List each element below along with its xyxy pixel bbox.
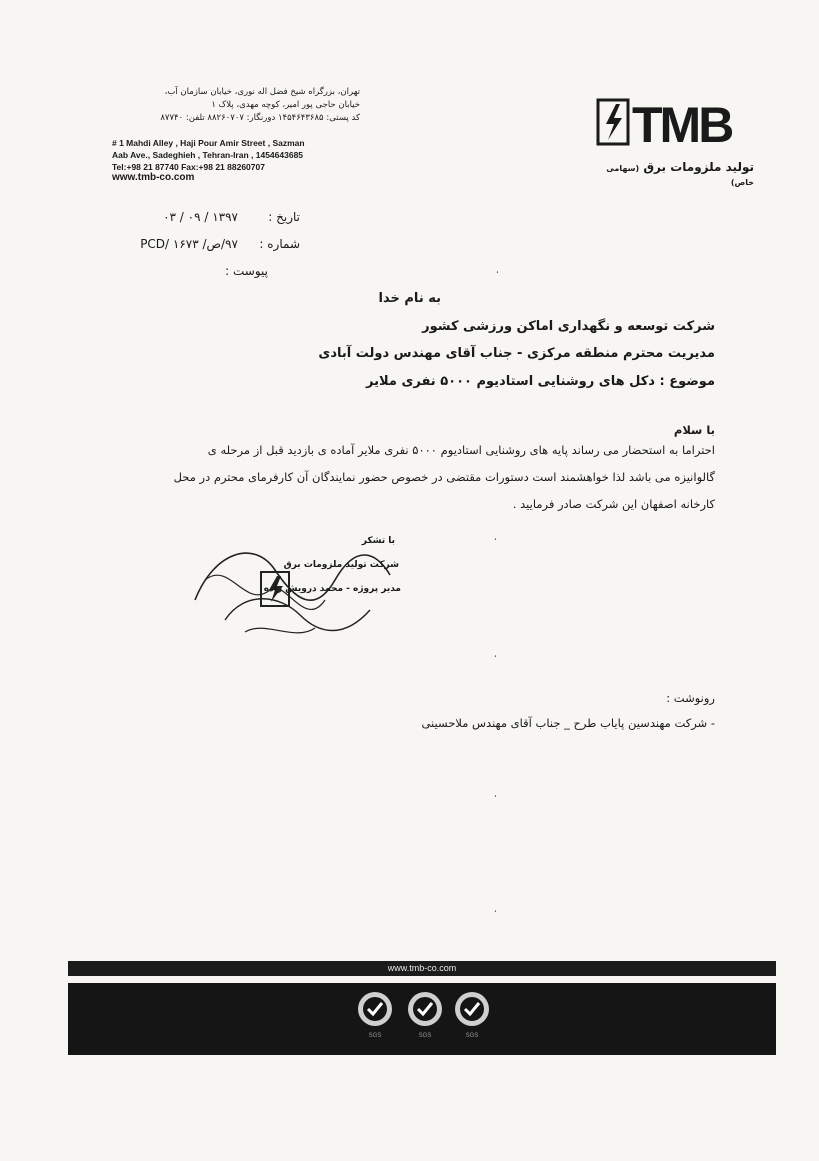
- greeting: با سلام: [673, 423, 715, 437]
- date-row: [100, 210, 300, 228]
- company-logo: [596, 96, 750, 148]
- address-line: کد پستی: ۱۴۵۴۶۴۳۶۸۵ دورنگار: ۸۸۲۶۰۷۰۷ تلفن: ۸۷۷۴۰: [160, 113, 360, 123]
- scan-mark: ،: [494, 905, 497, 914]
- attachment-label: پیوست :: [225, 264, 268, 278]
- company-website[interactable]: www.tmb-co.com: [112, 172, 195, 183]
- address-line: Tel:+98 21 87740 Fax:+98 21 88260707: [112, 162, 265, 172]
- attachment-row: [68, 264, 268, 282]
- address-line: Aab Ave., Sadeghieh , Tehran-Iran , 1454643685: [112, 150, 304, 160]
- certification-badge: [405, 989, 445, 1037]
- company-address-persian: [120, 86, 360, 125]
- scan-mark: ،: [494, 790, 497, 799]
- body-line: احتراما به استحضار می رساند پایه های روشنایی استادیوم ۵۰۰۰ نفری ملایر آماده ی بازدید قبل از مرحله ی: [207, 443, 715, 457]
- date-value: ۱۳۹۷ / ۰۹ / ۰۳: [163, 210, 238, 224]
- cc-label: رونوشت :: [666, 691, 715, 705]
- footer-website[interactable]: www.tmb-co.com: [387, 963, 457, 973]
- body-line: گالوانیزه می باشد لذا خواهشمند است دستورات مقتضی در خصوص حضور نمایندگان آن کارفرمای محترم در محل: [173, 470, 715, 484]
- letter-subject: موضوع : دکل های روشنایی استادیوم ۵۰۰۰ نفری ملایر: [366, 374, 715, 389]
- signature-signer: مدیر پروژه - محمد درویش زاده: [263, 584, 401, 594]
- signature-stamp: [185, 520, 405, 650]
- address-line: تهران، بزرگراه شیخ فضل اله نوری، خیابان سازمان آب،: [164, 87, 360, 97]
- logo-subtitle-main: تولید ملزومات برق: [643, 160, 754, 174]
- certification-badge: [355, 989, 395, 1037]
- recipient-organization: شرکت توسعه و نگهداری اماکن ورزشی کشور: [422, 319, 715, 334]
- logo-subtitle: [586, 160, 754, 188]
- signature-closing: با تشکر: [361, 536, 395, 546]
- number-row: [100, 237, 300, 255]
- company-address-english: [112, 137, 372, 173]
- logo-wordmark: TMB: [632, 97, 732, 148]
- date-label: تاریخ :: [268, 210, 300, 224]
- lightning-icon: [606, 104, 622, 140]
- scan-mark: ،: [494, 650, 497, 659]
- cc-item: - شرکت مهندسین پایاب طرح _ جناب آقای مهندس ملاحسینی: [421, 716, 715, 730]
- address-line: # 1 Mahdi Alley , Haji Pour Amir Street , Sazman: [112, 138, 305, 148]
- number-value: ۹۷/ص/ PCD/ ۱۶۷۳: [140, 237, 238, 251]
- scan-mark: ،: [494, 533, 497, 542]
- recipient-person: مدیریت محترم منطقه مرکزی - جناب آقای مهندس دولت آبادی: [318, 346, 715, 361]
- logo-subtitle-small: (سهامی خاص): [606, 164, 754, 187]
- scan-mark: ،: [496, 266, 499, 275]
- signature-company: شرکت تولید ملزومات برق: [283, 560, 399, 570]
- body-line: کارخانه اصفهان این شرکت صادر فرمایید .: [512, 497, 715, 511]
- number-label: شماره :: [259, 237, 300, 251]
- invocation: به نام خدا: [378, 291, 441, 306]
- cert-label: SGS: [368, 1033, 382, 1039]
- certification-badge: [452, 989, 492, 1037]
- cert-label: SGS: [465, 1033, 479, 1039]
- address-line: خیابان حاجی پور امیر، کوچه مهدی، پلاک ۱: [211, 100, 360, 110]
- cert-label: SGS: [418, 1033, 432, 1039]
